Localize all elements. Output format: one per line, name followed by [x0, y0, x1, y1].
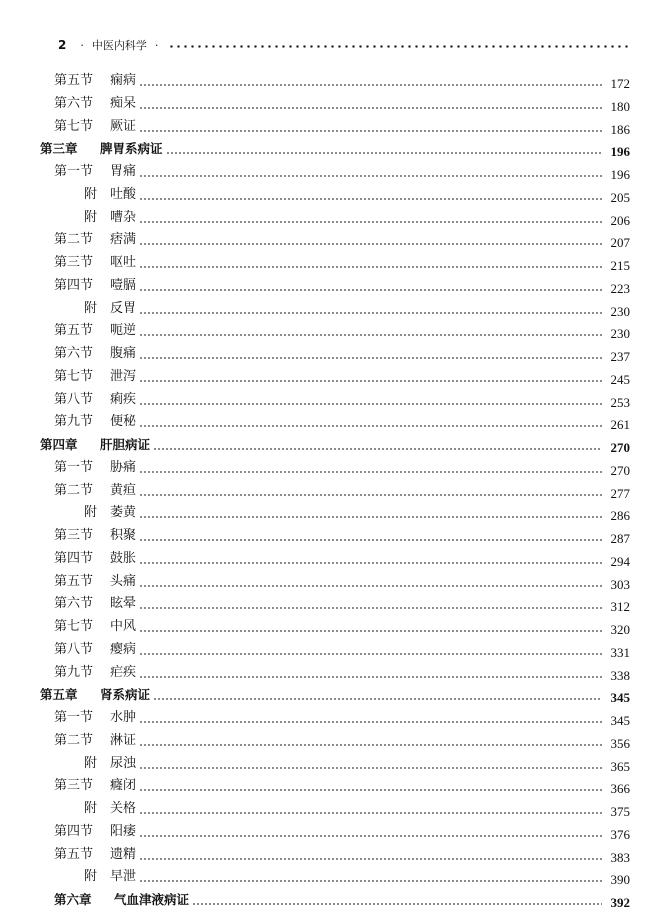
toc-entry-label: 第八节: [54, 391, 94, 407]
toc-entry-label: 第九节: [54, 414, 94, 430]
toc-section-row[interactable]: [0, 480, 664, 502]
toc-entry-title: 呃逆: [110, 323, 137, 339]
toc-entry-title: 吐酸: [110, 186, 137, 202]
toc-dot-leader: [139, 198, 602, 200]
toc-appendix-row[interactable]: [0, 798, 664, 820]
toc-entry-label: 附: [84, 755, 98, 771]
toc-dot-leader: [139, 539, 602, 541]
toc-dot-leader: [139, 221, 602, 223]
toc-dot-leader: [139, 494, 602, 496]
toc-dot-leader: [139, 243, 602, 245]
toc-dot-leader: [166, 152, 602, 154]
toc-section-row[interactable]: [0, 229, 664, 251]
toc-dot-leader: [139, 312, 602, 314]
toc-entry-label: 第二节: [54, 482, 94, 498]
toc-dot-leader: [139, 425, 602, 427]
toc-entry-title: 淋证: [110, 732, 137, 748]
toc-section-row[interactable]: [0, 116, 664, 138]
toc-page-number: 230: [610, 326, 630, 342]
toc-entry-title: 遗精: [110, 846, 137, 862]
toc-appendix-row[interactable]: [0, 866, 664, 888]
toc-dot-leader: [153, 698, 602, 700]
toc-dot-leader: [139, 858, 602, 860]
toc-entry-label: 第八节: [54, 641, 94, 657]
toc-section-row[interactable]: [0, 161, 664, 183]
header-separator-left: ·: [80, 38, 84, 52]
toc-entry-title: 阳痿: [110, 823, 137, 839]
toc-entry-label: 第二节: [54, 732, 94, 748]
toc-entry-label: 附: [84, 300, 98, 316]
toc-dot-leader: [139, 585, 602, 587]
toc-entry-title: 疟疾: [110, 664, 137, 680]
toc-section-row[interactable]: [0, 548, 664, 570]
toc-dot-leader: [139, 130, 602, 132]
toc-entry-title: 呕吐: [110, 255, 137, 270]
header-separator-right: ·: [154, 38, 159, 52]
toc-entry-title: 黄疸: [110, 482, 137, 498]
toc-entry-label: 第三章: [40, 141, 78, 157]
toc-dot-leader: [139, 789, 602, 791]
toc-page-number: 277: [610, 485, 630, 501]
toc-section-row[interactable]: [0, 616, 664, 638]
toc-dot-leader: [139, 403, 602, 405]
toc-dot-leader: [139, 676, 602, 678]
toc-entry-label: 附: [84, 505, 98, 521]
toc-chapter-row[interactable]: [0, 434, 664, 456]
toc-page-number: 261: [610, 417, 630, 433]
toc-entry-title: 厥证: [110, 118, 137, 134]
toc-dot-leader: [139, 175, 602, 177]
toc-dot-leader: [139, 721, 602, 723]
toc-dot-leader: [139, 562, 602, 564]
toc-page-number: 390: [610, 872, 630, 888]
toc-dot-leader: [139, 835, 602, 837]
toc-entry-label: 附: [84, 801, 98, 816]
toc-dot-leader: [139, 380, 602, 382]
running-header: [58, 36, 630, 54]
toc-entry-title: 痴呆: [110, 95, 137, 111]
toc-page-number: 320: [610, 622, 630, 637]
toc-section-row[interactable]: [0, 593, 664, 615]
toc-page-number: 366: [610, 781, 630, 797]
toc-section-row[interactable]: [0, 707, 664, 729]
toc-entry-title: 痫病: [110, 73, 137, 88]
toc-page-number: 392: [610, 895, 630, 910]
toc-page-number: 253: [610, 394, 630, 410]
toc-entry-label: 第五节: [54, 846, 94, 862]
toc-dot-leader: [139, 266, 602, 268]
toc-page-number: 345: [610, 690, 630, 706]
toc-page-number: 345: [610, 713, 630, 728]
toc-section-row[interactable]: [0, 457, 664, 479]
toc-entry-title: 肝胆病证: [100, 437, 151, 452]
toc-entry-label: 第六节: [54, 346, 94, 361]
toc-entry-label: 附: [84, 869, 98, 885]
toc-entry-title: 癃闭: [110, 778, 137, 794]
toc-entry-label: 第五节: [54, 73, 94, 88]
toc-chapter-row[interactable]: [0, 138, 664, 160]
toc-page-number: 286: [610, 508, 630, 524]
toc-dot-leader: [139, 607, 602, 609]
toc-section-row[interactable]: [0, 571, 664, 593]
toc-page-number: 223: [610, 280, 630, 296]
toc-section-row[interactable]: [0, 320, 664, 342]
toc-page-number: 312: [610, 599, 630, 615]
toc-page-number: 376: [610, 826, 630, 842]
toc-dot-leader: [139, 744, 602, 746]
toc-dot-leader: [192, 903, 602, 905]
toc-entry-title: 脾胃系病证: [100, 141, 163, 157]
toc-dot-leader: [139, 767, 602, 769]
toc-dot-leader: [139, 84, 602, 86]
toc-page-number: 270: [610, 440, 630, 455]
toc-page-number: 205: [610, 189, 630, 205]
toc-entry-title: 胁痛: [110, 459, 137, 475]
toc-section-row[interactable]: [0, 252, 664, 274]
toc-entry-title: 嘈杂: [110, 209, 137, 225]
toc-entry-label: 附: [84, 186, 98, 202]
toc-page-number: 172: [610, 76, 630, 91]
toc-page-number: 331: [610, 644, 630, 660]
toc-section-row[interactable]: [0, 70, 664, 92]
toc-entry-label: 第三节: [54, 255, 94, 270]
toc-entry-label: 第四节: [54, 550, 94, 566]
toc-dot-leader: [153, 448, 602, 450]
toc-section-row[interactable]: [0, 411, 664, 433]
toc-section-row[interactable]: [0, 343, 664, 365]
toc-section-row[interactable]: [0, 662, 664, 684]
header-dot-rule: [168, 45, 630, 48]
toc-dot-leader: [139, 880, 602, 882]
toc-entry-label: 第二节: [54, 232, 94, 248]
toc-dot-leader: [139, 516, 602, 518]
toc-section-row[interactable]: [0, 730, 664, 752]
toc-entry-label: 第三节: [54, 528, 94, 543]
toc-dot-leader: [139, 289, 602, 291]
toc-dot-leader: [139, 812, 602, 814]
toc-entry-label: 第四章: [40, 437, 78, 452]
toc-entry-label: 第一节: [54, 164, 94, 179]
toc-page-number: 356: [610, 735, 630, 751]
toc-entry-title: 水肿: [110, 710, 137, 725]
toc-entry-title: 鼓胀: [110, 550, 137, 566]
toc-page-number: 303: [610, 576, 630, 592]
toc-entry-title: 腹痛: [110, 346, 137, 361]
toc-entry-label: 第六章: [54, 892, 92, 907]
toc-entry-label: 第七节: [54, 118, 94, 134]
toc-section-row[interactable]: [0, 93, 664, 115]
toc-page-number: 287: [610, 531, 630, 546]
toc-entry-title: 泄泻: [110, 368, 137, 384]
page-number: 2: [58, 38, 67, 52]
toc-page-number: 245: [610, 371, 630, 387]
toc-dot-leader: [139, 107, 602, 109]
toc-entry-title: 尿浊: [110, 755, 137, 771]
toc-entry-title: 积聚: [110, 528, 137, 543]
toc-dot-leader: [139, 357, 602, 359]
toc-entry-title: 瘿病: [110, 641, 137, 657]
toc-dot-leader: [139, 630, 602, 632]
toc-chapter-row[interactable]: [0, 684, 664, 706]
toc-section-row[interactable]: [0, 275, 664, 297]
toc-entry-title: 萎黄: [110, 505, 137, 521]
toc-page-number: 215: [610, 258, 630, 273]
toc-section-row[interactable]: [0, 775, 664, 797]
toc-entry-title: 中风: [110, 619, 137, 634]
toc-appendix-row[interactable]: [0, 207, 664, 229]
toc-entry-title: 头痛: [110, 573, 137, 589]
toc-entry-title: 早泄: [110, 869, 137, 885]
toc-section-row[interactable]: [0, 366, 664, 388]
toc-entry-title: 痞满: [110, 232, 137, 248]
toc-entry-title: 痢疾: [110, 391, 137, 407]
toc-page-number: 180: [610, 98, 630, 114]
toc-entry-label: 第五章: [40, 687, 78, 703]
toc-entry-title: 肾系病证: [100, 687, 151, 703]
toc-appendix-row[interactable]: [0, 502, 664, 524]
toc-entry-label: 第一节: [54, 710, 94, 725]
toc-entry-label: 第三节: [54, 778, 94, 794]
toc-dot-leader: [139, 653, 602, 655]
toc-section-row[interactable]: [0, 389, 664, 411]
toc-page-number: 206: [610, 212, 630, 228]
toc-page-number: 383: [610, 849, 630, 865]
toc-entry-label: 第七节: [54, 619, 94, 634]
toc-page-number: 338: [610, 667, 630, 683]
toc-entry-title: 噎膈: [110, 277, 137, 293]
toc-appendix-row[interactable]: [0, 184, 664, 206]
toc-entry-label: 第四节: [54, 277, 94, 293]
toc-entry-label: 第六节: [54, 95, 94, 111]
toc-entry-title: 气血津液病证: [114, 892, 190, 907]
toc-page-number: 186: [610, 121, 630, 137]
toc-dot-leader: [139, 471, 602, 473]
toc-section-row[interactable]: [0, 639, 664, 661]
toc-page-number: 196: [610, 144, 630, 160]
toc-entry-label: 第六节: [54, 596, 94, 612]
toc-section-row[interactable]: [0, 821, 664, 843]
toc-page-number: 365: [610, 758, 630, 774]
toc-entry-label: 第四节: [54, 823, 94, 839]
toc-entry-label: 第一节: [54, 459, 94, 475]
toc-page-number: 207: [610, 235, 630, 251]
toc-entry-label: 第七节: [54, 368, 94, 384]
toc-page-number: 270: [610, 462, 630, 478]
toc-appendix-row[interactable]: [0, 753, 664, 775]
toc-entry-title: 关格: [110, 801, 137, 816]
toc-entry-label: 第九节: [54, 664, 94, 680]
toc-page-number: 230: [610, 303, 630, 319]
toc-entry-label: 第五节: [54, 323, 94, 339]
toc-entry-title: 便秘: [110, 414, 137, 430]
toc-page-number: 375: [610, 804, 630, 819]
toc-entry-title: 胃痛: [110, 164, 137, 179]
toc-appendix-row[interactable]: [0, 298, 664, 320]
book-title: 中医内科学: [91, 39, 147, 52]
toc-entry-label: 第五节: [54, 573, 94, 589]
toc-entry-label: 附: [84, 209, 98, 225]
toc-page-number: 196: [610, 167, 630, 182]
toc-page-number: 237: [610, 349, 630, 364]
toc-section-row[interactable]: [0, 525, 664, 547]
toc-section-row[interactable]: [0, 844, 664, 866]
toc-dot-leader: [139, 334, 602, 336]
toc-page-number: 294: [610, 553, 630, 569]
toc-chapter-row[interactable]: [0, 889, 664, 911]
toc-entry-title: 反胃: [110, 300, 137, 316]
toc-entry-title: 眩晕: [110, 596, 137, 612]
